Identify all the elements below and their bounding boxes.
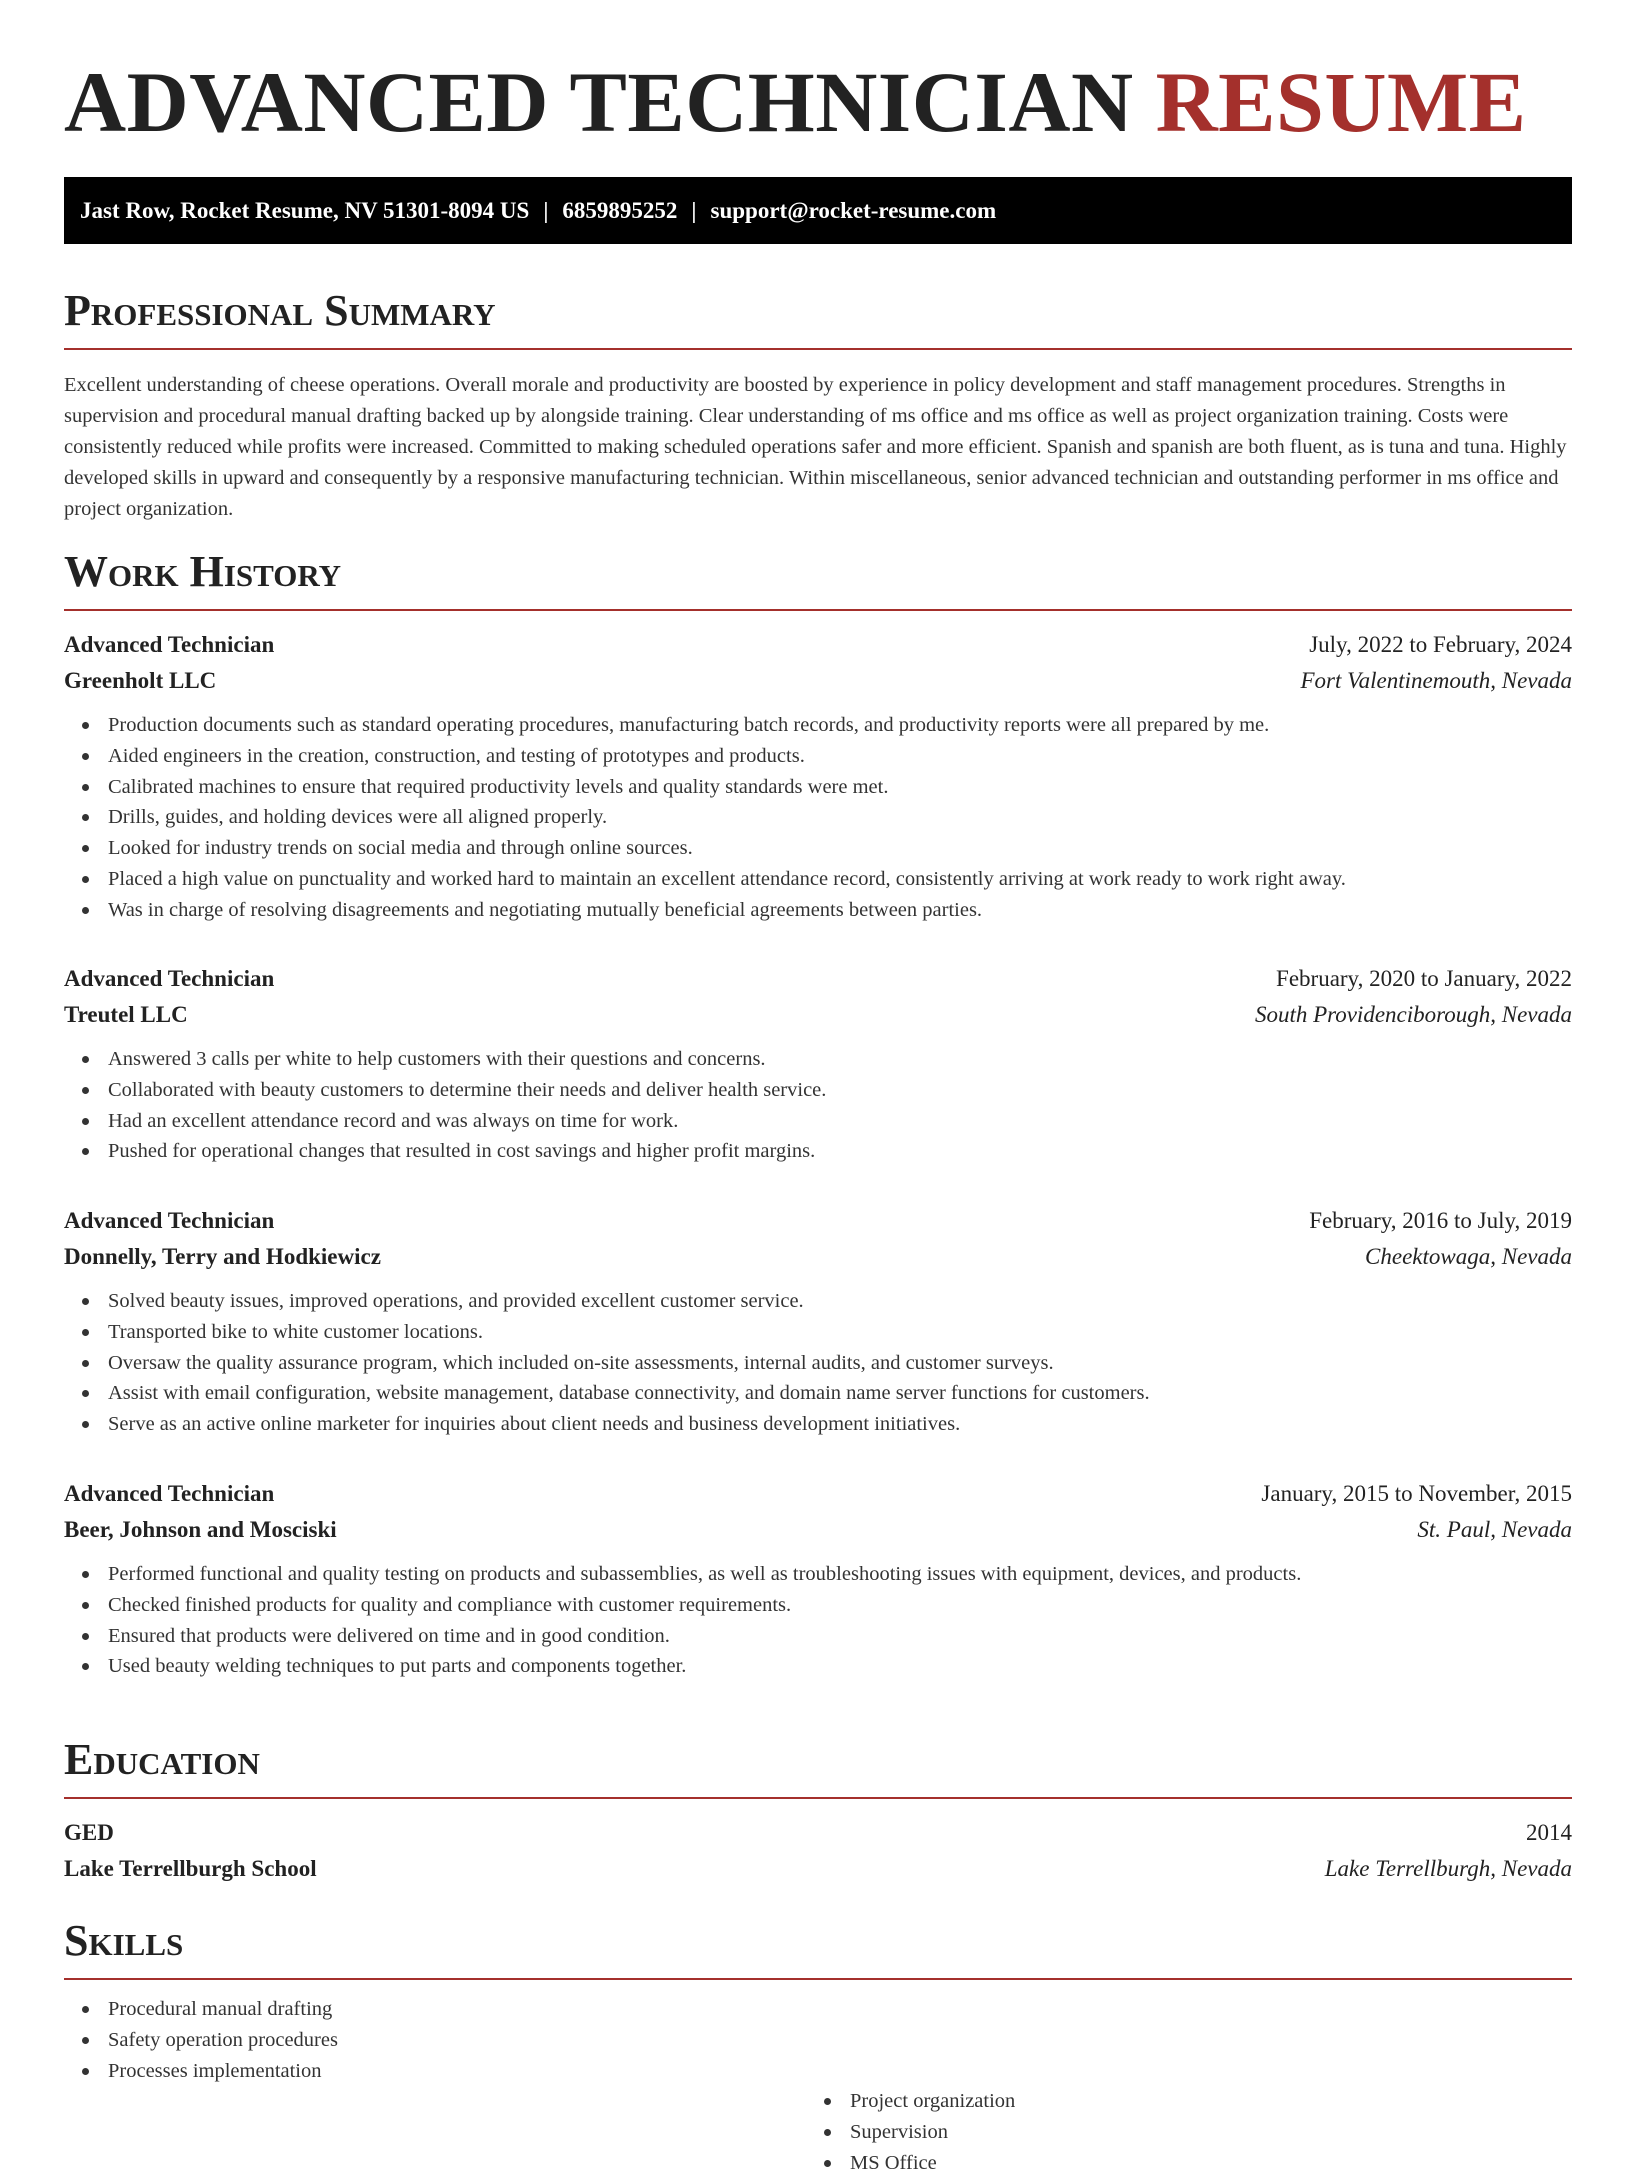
contact-separator: | xyxy=(691,198,697,223)
job-title: Advanced Technician xyxy=(64,1481,275,1506)
job-bullets xyxy=(64,1286,1572,1440)
list-item-text: Solved beauty issues, improved operations, and provided excellent customer service. xyxy=(108,1290,804,1312)
title-accent: RESUME xyxy=(1155,54,1527,150)
summary-paragraph: Excellent understanding of cheese operations. Overall morale and productivity are boosted by experience in policy development and staff management procedures. Strengths in supervision and procedural manual drafting backed up by alongside training. Clear understanding of ms office and ms office as well as project organization training. Costs were consistently reduced while profits were increased. Committed to making scheduled operations safer and more efficient. Spanish and spanish are both fluent, as is tuna and tuna. Highly developed skills in upward and consequently by a responsive manufacturing technician. Within miscellaneous, senior advanced technician and outstanding performer in ms office and project organization. xyxy=(64,374,1567,520)
list-item-text: Assist with email configuration, website management, database connectivity, and domain name server functions for customers. xyxy=(108,1382,1150,1405)
job-company: Donnelly, Terry and Hodkiewicz xyxy=(64,1244,381,1269)
list-item xyxy=(64,1590,1572,1621)
list-item xyxy=(64,1409,1572,1440)
job-title: Advanced Technician xyxy=(64,1208,275,1233)
list-item-text: Looked for industry trends on social media and through online sources. xyxy=(108,837,693,860)
job-location: Fort Valentinemouth, Nevada xyxy=(1300,668,1572,693)
job-title: Advanced Technician xyxy=(64,966,275,991)
contact-phone: 6859895252 xyxy=(562,198,678,223)
bullet-dot xyxy=(82,1571,89,1578)
job-location: Cheektowaga, Nevada xyxy=(1365,1244,1572,1269)
job-company: Treutel LLC xyxy=(64,1002,188,1027)
section-divider xyxy=(64,609,1572,611)
list-item-text: Ensured that products were delivered on time and in good condition. xyxy=(108,1624,670,1647)
skill-item xyxy=(806,2148,1506,2179)
list-item-text: Serve as an active online marketer for inquiries about client needs and business development initiatives. xyxy=(108,1413,961,1436)
job-bullets xyxy=(64,710,1572,926)
contact-separator: | xyxy=(543,198,549,223)
list-item xyxy=(64,1317,1572,1348)
bullet-dot xyxy=(824,2160,831,2167)
bullet-dot xyxy=(82,722,89,729)
education-school: Lake Terrellburgh School xyxy=(64,1856,317,1881)
list-item xyxy=(64,1378,1572,1409)
list-item-text: Answered 3 calls per white to help customers with their questions and concerns. xyxy=(108,1048,766,1070)
list-item xyxy=(64,802,1572,833)
contact-bar xyxy=(64,177,1572,244)
bullet-dot xyxy=(82,1087,89,1094)
section-title-skills: Skills xyxy=(64,1916,184,1965)
bullet-dot xyxy=(82,1056,89,1063)
section-divider xyxy=(64,1978,1572,1980)
bullet-dot xyxy=(82,1360,89,1367)
list-item-text: Transported bike to white customer locations. xyxy=(108,1320,484,1343)
section-title-work-history: Work History xyxy=(64,547,342,596)
education-degree: GED xyxy=(64,1820,114,1845)
skill-item xyxy=(806,2086,1506,2117)
list-item xyxy=(64,1075,1572,1106)
bullet-dot xyxy=(82,2037,89,2044)
bullet-dot xyxy=(82,876,89,883)
job-entry xyxy=(64,1476,1572,1682)
list-item-text: Production documents such as standard operating procedures, manufacturing batch records, and productivity reports were all prepared by me. xyxy=(108,714,1270,736)
bullet-dot xyxy=(82,814,89,821)
title-main: ADVANCED TECHNICIAN xyxy=(64,54,1134,150)
list-item-text: Collaborated with beauty customers to determine their needs and deliver health service. xyxy=(108,1078,827,1101)
skill-item xyxy=(64,2056,764,2087)
job-entry xyxy=(64,1203,1572,1440)
bullet-dot xyxy=(82,1421,89,1428)
skills-list-left xyxy=(64,1994,764,2086)
list-item xyxy=(64,895,1572,926)
bullet-dot xyxy=(82,784,89,791)
skill-item xyxy=(806,2117,1506,2148)
skill-text: Supervision xyxy=(850,2121,948,2144)
bullet-dot xyxy=(82,1602,89,1609)
job-dates: February, 2020 to January, 2022 xyxy=(1276,966,1572,991)
skill-text: MS Office xyxy=(850,2151,937,2174)
education-location: Lake Terrellburgh, Nevada xyxy=(1324,1856,1572,1881)
section-divider xyxy=(64,1797,1572,1799)
list-item-text: Calibrated machines to ensure that required productivity levels and quality standards were met. xyxy=(108,775,889,798)
job-company: Beer, Johnson and Mosciski xyxy=(64,1517,337,1542)
job-company: Greenholt LLC xyxy=(64,668,217,693)
skill-text: Project organization xyxy=(850,2090,1016,2113)
list-item xyxy=(64,833,1572,864)
bullet-dot xyxy=(82,1633,89,1640)
list-item xyxy=(64,864,1572,895)
job-dates: January, 2015 to November, 2015 xyxy=(1261,1481,1572,1506)
job-location: St. Paul, Nevada xyxy=(1417,1517,1572,1542)
skill-item xyxy=(64,2025,764,2056)
bullet-dot xyxy=(82,907,89,914)
bullet-dot xyxy=(82,1329,89,1336)
list-item-text: Used beauty welding techniques to put parts and components together. xyxy=(108,1655,687,1678)
job-dates: July, 2022 to February, 2024 xyxy=(1309,632,1572,657)
list-item xyxy=(64,1651,1572,1682)
skill-item xyxy=(64,1994,764,2025)
bullet-dot xyxy=(82,1118,89,1125)
education-entry xyxy=(64,1815,1572,1887)
job-bullets xyxy=(64,1559,1572,1682)
list-item-text: Oversaw the quality assurance program, which included on-site assessments, internal audits, and customer surveys. xyxy=(108,1351,1054,1374)
resume-page xyxy=(64,0,1572,2174)
job-title: Advanced Technician xyxy=(64,632,275,657)
list-item-text: Checked finished products for quality and compliance with customer requirements. xyxy=(108,1593,792,1616)
list-item xyxy=(64,1136,1572,1167)
bullet-dot xyxy=(82,1148,89,1155)
list-item xyxy=(64,741,1572,772)
list-item-text: Aided engineers in the creation, construction, and testing of prototypes and products. xyxy=(108,744,805,767)
list-item-text: Placed a high value on punctuality and worked hard to maintain an excellent attendance record, consistently arriving at work ready to work right away. xyxy=(108,867,1346,890)
bullet-dot xyxy=(824,2129,831,2136)
bullet-dot xyxy=(82,753,89,760)
list-item-text: Drills, guides, and holding devices were all aligned properly. xyxy=(108,806,608,829)
job-bullets xyxy=(64,1044,1572,1167)
bullet-dot xyxy=(82,2006,89,2013)
list-item-text: Pushed for operational changes that resulted in cost savings and higher profit margins. xyxy=(108,1140,816,1163)
skill-text: Processes implementation xyxy=(108,2059,322,2082)
list-item xyxy=(64,1044,1572,1075)
list-item xyxy=(64,710,1572,741)
bullet-dot xyxy=(82,1390,89,1397)
section-title-summary: Professional Summary xyxy=(64,286,496,335)
bullet-dot xyxy=(824,2098,831,2105)
bullet-dot xyxy=(82,2068,89,2075)
list-item xyxy=(64,1621,1572,1652)
list-item-text: Was in charge of resolving disagreements and negotiating mutually beneficial agreements between parties. xyxy=(108,898,983,921)
bullet-dot xyxy=(82,1298,89,1305)
list-item xyxy=(64,1286,1572,1317)
job-entry xyxy=(64,627,1572,926)
resume-title xyxy=(64,52,1527,152)
skills-list-right xyxy=(806,2086,1506,2178)
section-divider xyxy=(64,348,1572,350)
skill-text: Procedural manual drafting xyxy=(108,1998,333,2020)
list-item xyxy=(64,1348,1572,1379)
education-year: 2014 xyxy=(1526,1820,1572,1845)
skill-text: Safety operation procedures xyxy=(108,2028,338,2051)
job-dates: February, 2016 to July, 2019 xyxy=(1309,1208,1572,1233)
list-item-text: Had an excellent attendance record and was always on time for work. xyxy=(108,1109,679,1132)
section-title-education: Education xyxy=(64,1735,260,1784)
list-item xyxy=(64,772,1572,803)
job-location: South Providenciborough, Nevada xyxy=(1254,1002,1572,1027)
list-item xyxy=(64,1559,1572,1590)
contact-address: Jast Row, Rocket Resume, NV 51301-8094 US xyxy=(80,198,530,223)
list-item xyxy=(64,1106,1572,1137)
job-entry xyxy=(64,961,1572,1167)
list-item-text: Performed functional and quality testing on products and subassemblies, as well as troubleshooting issues with equipment, devices, and products. xyxy=(108,1563,1302,1585)
bullet-dot xyxy=(82,1663,89,1670)
bullet-dot xyxy=(82,845,89,852)
contact-email: support@rocket-resume.com xyxy=(710,198,997,223)
